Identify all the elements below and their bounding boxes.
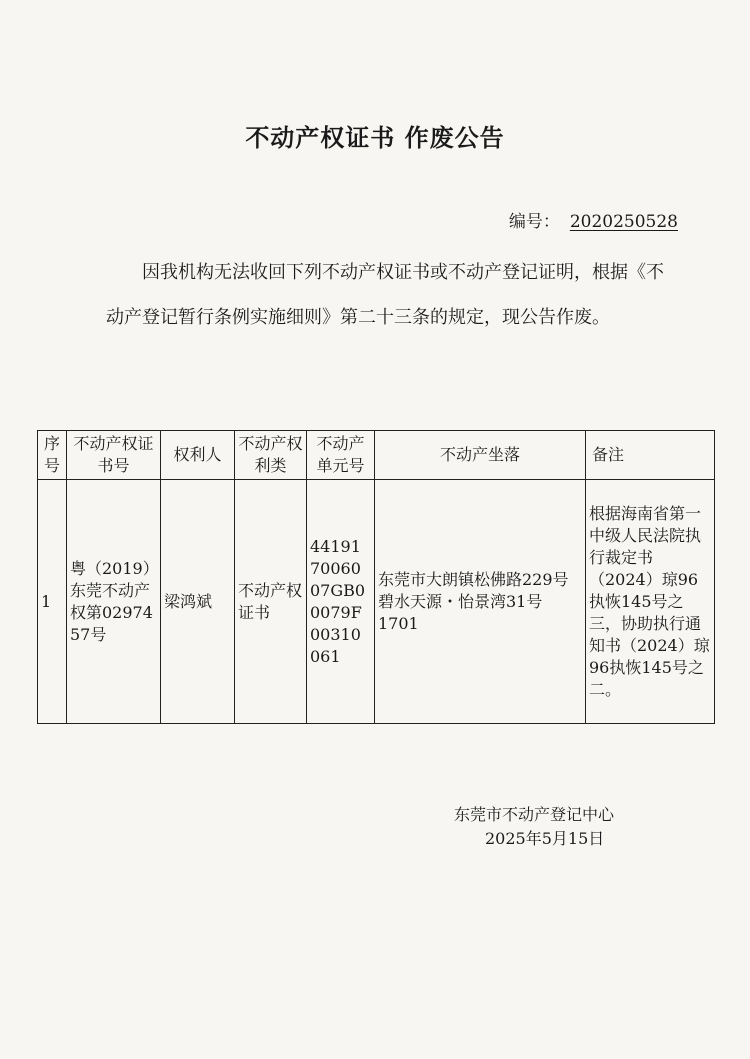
header-right-type: 不动产权利类 [235,431,307,480]
announcement-body: 因我机构无法收回下列不动产权证书或不动产登记证明，根据《不动产登记暂行条例实施细则》第二十三条的规定，现公告作废。 [106,262,664,328]
document-number-value: 2020250528 [569,212,678,232]
page-title: 不动产权证书 作废公告 [245,124,505,152]
cell-remark: 根据海南省第一中级人民法院执行裁定书（2024）琼96执恢145号之三，协助执行通知书（2024）琼96执恢145号之二。 [586,480,715,724]
table-row [38,480,715,724]
voided-certificates-table [37,430,715,724]
cell-location: 东莞市大朗镇松佛路229号碧水天源・怡景湾31号1701 [375,480,586,724]
document-number [509,207,678,232]
header-location: 不动产坐落 [375,431,586,480]
cell-holder: 梁鸿斌 [161,480,235,724]
cell-unit-no: 441917006007GB00079F00310061 [307,480,375,724]
cell-cert-no: 粤（2019）东莞不动产权第0297457号 [67,480,161,724]
header-unit-no: 不动产单元号 [307,431,375,480]
issue-date: 2025年5月15日 [485,829,605,848]
cell-right-type: 不动产权证书 [235,480,307,724]
table-header-row [38,431,715,480]
header-holder: 权利人 [161,431,235,480]
cell-seq: 1 [38,480,67,724]
document-number-label: 编号： [508,212,560,232]
issuing-organization: 东莞市不动产登记中心 [454,805,615,824]
header-seq: 序号 [38,431,67,480]
header-cert-no: 不动产权证书号 [67,431,161,480]
header-remark: 备注 [586,431,715,480]
